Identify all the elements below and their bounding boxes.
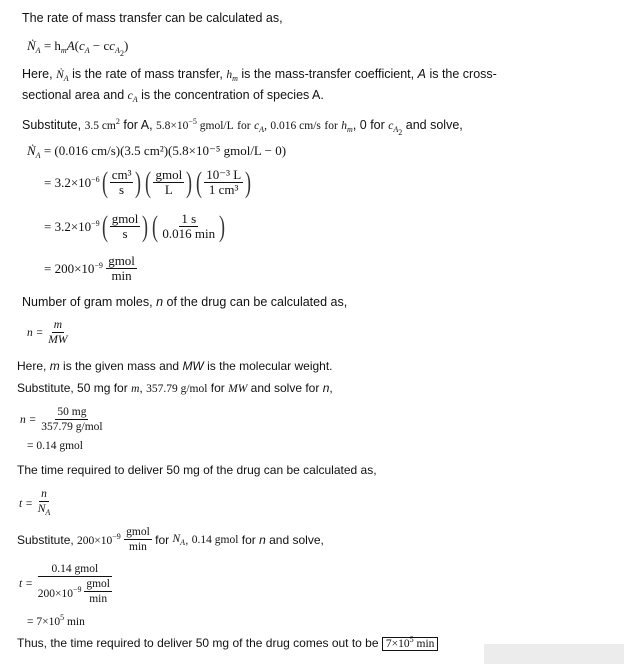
time-equation: t = $\frac{n}{N_A}$ bbox=[19, 488, 51, 517]
substitute-line-3: Substitute, $200\times 10^{-9}$ $\frac{\text{gmol}}{\min}$ for $N_A$ , 0.14 gmol for n and solve, bbox=[17, 526, 324, 553]
calc3-fraction: t = 0.14 gmol $200\times 10^{-9}$ $\frac{\text{gmol}}{\min}$ bbox=[19, 562, 114, 606]
rate-equation: Ṅ$_A$ = $h_mA(c_A - cc_{A_2})$ bbox=[27, 38, 129, 58]
moles-equation: n = $\frac{m}{MW}$ bbox=[27, 319, 68, 346]
substitute-line-1: Substitute, 3.5 $cm^2$ for A, $5.8\times 10^{-5}$ gmol/L for $c_A$, 0.016 cm/s for $h_m$, 0 for $c_{A_2}$ and solve, bbox=[22, 117, 463, 137]
intro-text: The rate of mass transfer can be calculated as, bbox=[22, 11, 283, 25]
calc-line-2: = $3.2\times 10^{-6}$ ( $\frac{\text{cm³}}{s}$ ) ( $\frac{\text{gmol}}{L}$ ) ( $\frac{\text{10⁻³ L}}{\text{1 cm³}}$ ) bbox=[44, 165, 252, 199]
bottom-grey-bar bbox=[484, 644, 624, 664]
here-paragraph-1b: sectional area and $c_A$ is the concentration of species A. bbox=[22, 88, 324, 104]
here-paragraph-1: Here, Ṅ$_A$ is the rate of mass transfer, $h_m$ is the mass-transfer coefficient, A is the cross- bbox=[22, 67, 497, 83]
substitute-line-2: Substitute, 50 mg for m, 357.79 g/mol for MW and solve for n, bbox=[17, 381, 333, 395]
calc2-fraction: n = $\frac{50 mg}{\text{357.79 g/mol}}$ bbox=[20, 406, 103, 433]
calc3-result: = $7\times 10^5$ min bbox=[27, 613, 85, 628]
time-text: The time required to deliver 50 mg of the drug can be calculated as, bbox=[17, 463, 377, 477]
moles-text: Number of gram moles, n of the drug can be calculated as, bbox=[22, 295, 348, 309]
final-text: Thus, the time required to deliver 50 mg of the drug comes out to be $7\times 10^5$ min bbox=[17, 635, 438, 650]
here-paragraph-2: Here, m is the given mass and MW is the molecular weight. bbox=[17, 359, 333, 373]
calc-line-1: Ṅ$_A$ = (0.016 cm/s)(3.5 cm²)(5.8×10⁻⁵ gmol/L − 0) bbox=[27, 143, 287, 160]
calc-line-3: = $3.2\times 10^{-9}$ ( $\frac{\text{gmol}}{s}$ ) ( $\frac{1 s}{0.016 \min}$ ) bbox=[44, 209, 226, 243]
final-answer-box: $7\times 10^5$ min bbox=[382, 637, 439, 651]
calc2-result: = 0.14 gmol bbox=[27, 440, 84, 452]
calc-line-4: = $200\times 10^{-9}$ $\frac{\text{gmol}}{\min}$ bbox=[44, 253, 135, 283]
